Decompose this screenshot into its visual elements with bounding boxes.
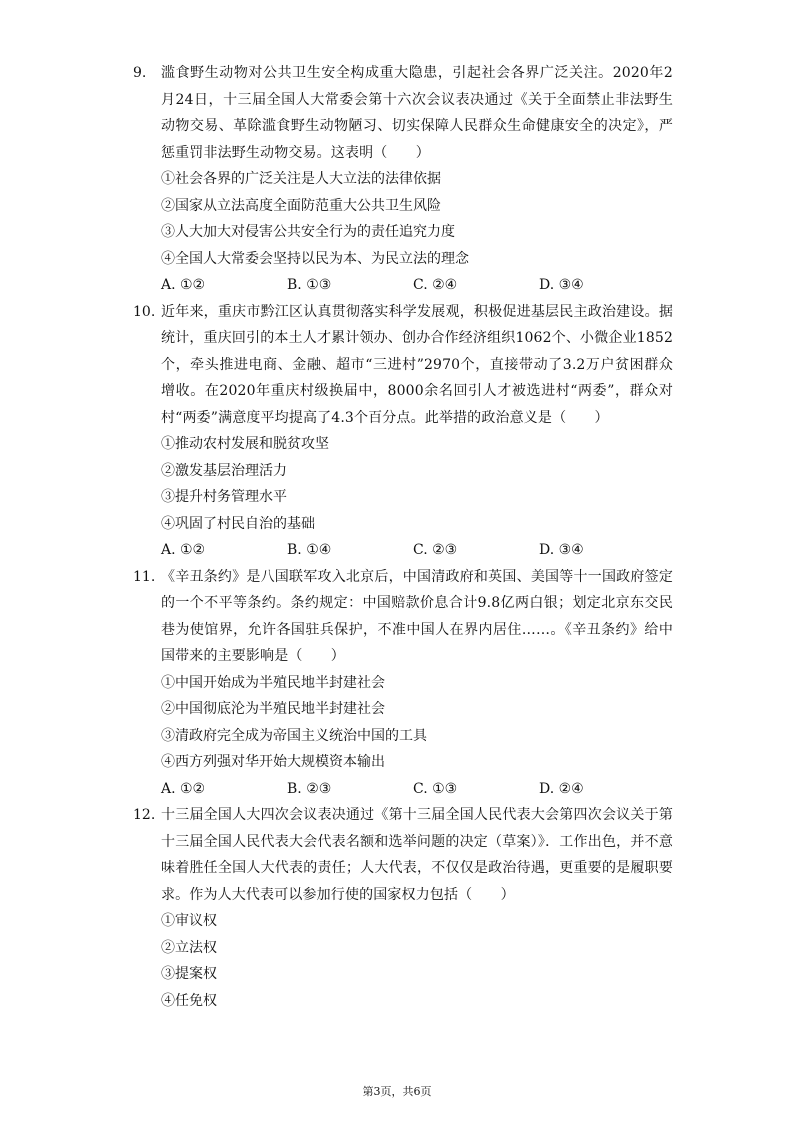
- statement-option: ④全国人大常委会坚持以民为本、为民立法的理念: [161, 250, 469, 267]
- choice-c: C. ①③: [413, 780, 458, 797]
- question-number: 11.: [133, 568, 156, 585]
- statement-option: ①社会各界的广泛关注是人大立法的法律依据: [161, 171, 441, 187]
- statement-option: ②国家从立法高度全面防范重大公共卫生风险: [161, 197, 441, 214]
- question-stem: 滥食野生动物对公共卫生安全构成重大隐患，引起社会各界广泛关注。2020年2月24日，十三届全国人大常委会第十六次会议表决通过《关于全面禁止非法野生动物交易、革除滥食野生动物陋习、切实保障人民群众生命健康安全的决定》，严惩重罚非法野生动物交易。这表明（ ）: [161, 65, 673, 161]
- choice-c: C. ②④: [413, 277, 458, 293]
- choice-b: B. ①④: [287, 542, 332, 558]
- question-10: [133, 299, 673, 564]
- statement-option: ④任免权: [161, 992, 217, 1009]
- question-12: [133, 802, 673, 1014]
- statement-option: ①推动农村发展和脱贫攻坚: [161, 436, 329, 452]
- choice-c: C. ②③: [413, 542, 458, 558]
- choice-a: A. ①②: [161, 542, 206, 558]
- choice-d: D. ③④: [539, 542, 584, 558]
- choice-b: B. ②③: [287, 780, 332, 797]
- statement-option: ③人大加大对侵害公共安全行为的责任追究力度: [161, 224, 455, 240]
- statement-option: ③提升村务管理水平: [161, 489, 287, 505]
- question-number: 12.: [133, 807, 156, 823]
- question-number: 10.: [133, 303, 156, 320]
- question-11: [133, 564, 673, 803]
- question-stem: 十三届全国人大四次会议表决通过《第十三届全国人民代表大会第四次会议关于第十三届全国人民代表大会代表名额和选举问题的决定（草案）》．工作出色，并不意味着胜任全国人大代表的责任；人大代表，不仅仅是政治待遇，更重要的是履职要求。作为人大代表可以参加行使的国家权力包括（ ）: [161, 807, 673, 903]
- statement-option: ④西方列强对华开始大规模资本输出: [161, 754, 385, 770]
- statement-option: ③清政府完全成为帝国主义统治中国的工具: [161, 727, 427, 744]
- choice-b: B. ①③: [287, 277, 332, 293]
- question-list: [133, 60, 673, 1014]
- question-stem: 近年来，重庆市黔江区认真贯彻落实科学发展观，积极促进基层民主政治建设。据统计，重庆回引的本土人才累计领办、创办合作经济组织1062个、小微企业1852个，牵头推进电商、金融、超市“三进村”2970个，直接带动了3.2万户贫困群众增收。在2020年重庆村级换届中，8000余名回引人才被选进村“两委”，群众对村“两委”满意度平均提高了4.3个百分点。此举措的政治意义是（ ）: [161, 303, 673, 426]
- choice-a: A. ①②: [161, 780, 206, 797]
- statement-option: ②激发基层治理活力: [161, 462, 287, 479]
- question-9: [133, 60, 673, 299]
- choice-d: D. ②④: [539, 780, 584, 797]
- choice-d: D. ③④: [539, 277, 584, 293]
- choice-a: A. ①②: [161, 277, 206, 293]
- page-footer: 第3页，共6页: [362, 1085, 432, 1098]
- statement-option: ②中国彻底沦为半殖民地半封建社会: [161, 701, 385, 717]
- statement-option: ①中国开始成为半殖民地半封建社会: [161, 674, 385, 691]
- answer-choices: [161, 537, 673, 564]
- answer-choices: [161, 272, 673, 299]
- answer-choices: [161, 776, 673, 803]
- statement-option: ④巩固了村民自治的基础: [161, 515, 315, 532]
- statement-option: ①审议权: [161, 913, 217, 929]
- statement-option: ③提案权: [161, 966, 217, 982]
- question-stem: 《辛丑条约》是八国联军攻入北京后，中国清政府和英国、美国等十一国政府签定的一个不平等条约。条约规定：中国赔款价息合计9.8亿两白银；划定北京东交民巷为使馆界，允许各国驻兵保护，不准中国人在界内居住……。《辛丑条约》给中国带来的主要影响是（ ）: [161, 568, 673, 664]
- question-number: 9.: [133, 65, 147, 81]
- statement-option: ②立法权: [161, 939, 217, 956]
